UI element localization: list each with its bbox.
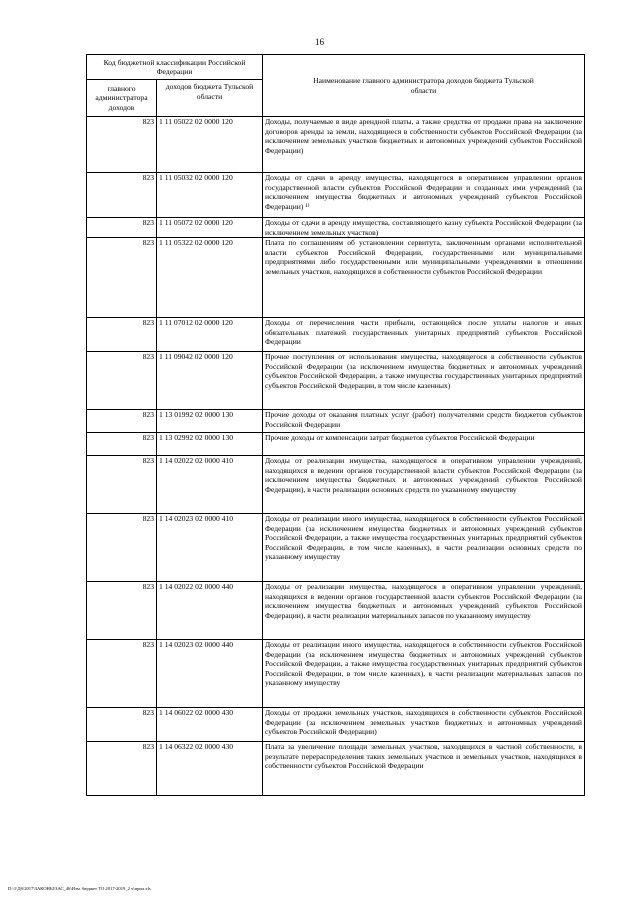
table-row	[87, 318, 585, 352]
header-name-col: Наименование главного администратора доходов бюджета Тульской области	[263, 55, 585, 117]
table-row	[87, 352, 585, 410]
table-row	[87, 218, 585, 238]
revenue-name-cell: Доходы от сдачи в аренду имущества, находящегося в оперативном управлении органов государственной власти субъектов Российской Федерации и созданных ими учреждений (за исключением имущества бюджетных и автономных учреждений субъектов Российской Федерации) ¹⁾	[263, 173, 585, 218]
admin-code-cell: 823	[87, 582, 157, 640]
budget-code-cell: 1 14 02023 02 0000 440	[157, 640, 263, 708]
admin-code-cell: 823	[87, 238, 157, 318]
revenue-name-cell: Доходы от реализации иного имущества, находящегося в собственности субъектов Российской Федерации (за исключением имущества бюджетных и автономных учреждений субъектов Российской Федерации, а также имущества государственных унитарных предприятий субъектов Российской Федерации, в том числе казенных), в части реализации материальных запасов по указанному имуществу	[263, 640, 585, 708]
budget-code-cell: 1 14 02022 02 0000 410	[157, 456, 263, 514]
revenue-name-cell: Плата за увеличение площади земельных участков, находящихся в частной собственности, в результате перераспределения таких земельных участков и земельных участков, находящихся в собственности субъектов Российской Федерации	[263, 742, 585, 796]
revenue-name-cell: Доходы от реализации имущества, находящегося в оперативном управлении учреждений, находящихся в ведении органов государственной власти субъектов Российской Федерации (за исключением имущества бюджетных и автономных учреждений субъектов Российской Федерации), в части реализации основных средств по указанному имуществу	[263, 456, 585, 514]
budget-code-cell: 1 14 02022 02 0000 440	[157, 582, 263, 640]
header-admin-col: главного администратора доходов	[87, 80, 157, 117]
table-row	[87, 433, 585, 456]
admin-code-cell: 823	[87, 318, 157, 352]
revenue-name-cell: Доходы от реализации имущества, находящегося в оперативном управлении учреждений, находящихся в ведении органов государственной власти субъектов Российской Федерации (за исключением имущества бюджетных и автономных учреждений субъектов Российской Федерации), в части реализации материальных запасов по указанному имуществу	[263, 582, 585, 640]
revenue-name-cell: Плата по соглашениям об установлении сервитута, заключенным органами исполнительной власти субъектов Российской Федерации, государственными или муниципальными предприятиями либо государственными или муниципальными учреждениями в отношении земельных участков, находящихся в собственности субъектов Российской Федерации	[263, 238, 585, 318]
admin-code-cell: 823	[87, 640, 157, 708]
admin-code-cell: 823	[87, 410, 157, 433]
header-code-group: Код бюджетной классификации Российской Федерации	[87, 55, 263, 80]
table-row	[87, 117, 585, 173]
table-row	[87, 238, 585, 318]
revenue-name-cell: Доходы, получаемые в виде арендной платы, а также средства от продажи права на заключение договоров аренды за земли, находящиеся в собственности субъектов Российской Федерации (за исключением земельных участков бюджетных и автономных учреждений субъектов Российской Федерации)	[263, 117, 585, 173]
budget-code-cell: 1 14 06022 02 0000 430	[157, 708, 263, 742]
file-path-footer: D:\1\Дб\2017\ЗАКОНЫ\ЗАС_46\Изм. бюджет ТО 2017-2019_2 ч\прил.xls	[8, 886, 151, 891]
revenue-name-cell: Доходы от реализации иного имущества, находящегося в собственности субъектов Российской Федерации (за исключением имущества бюджетных и автономных учреждений субъектов Российской Федерации, а также имущества государственных унитарных предприятий субъектов Российской Федерации, в том числе казенных), в части реализации основных средств по указанному имуществу	[263, 514, 585, 582]
table-row	[87, 582, 585, 640]
header-income-col: доходов бюджета Тульской области	[157, 80, 263, 117]
table-header	[87, 55, 585, 117]
budget-code-cell: 1 13 02992 02 0000 130	[157, 433, 263, 456]
revenue-name-cell: Доходы от сдачи в аренду имущества, составляющего казну субъекта Российской Федерации (за исключением земельных участков)	[263, 218, 585, 238]
admin-code-cell: 823	[87, 456, 157, 514]
budget-code-cell: 1 11 09042 02 0000 120	[157, 352, 263, 410]
table-row	[87, 456, 585, 514]
budget-code-cell: 1 11 05032 02 0000 120	[157, 173, 263, 218]
admin-code-cell: 823	[87, 218, 157, 238]
admin-code-cell: 823	[87, 708, 157, 742]
budget-code-cell: 1 13 01992 02 0000 130	[157, 410, 263, 433]
revenue-table	[86, 54, 585, 796]
table-body	[87, 117, 585, 796]
budget-code-cell: 1 11 05022 02 0000 120	[157, 117, 263, 173]
admin-code-cell: 823	[87, 173, 157, 218]
admin-code-cell: 823	[87, 514, 157, 582]
page-number: 16	[315, 37, 324, 47]
revenue-name-cell: Доходы от перечисления части прибыли, остающейся после уплаты налогов и иных обязательных платежей государственных унитарных предприятий субъектов Российской Федерации	[263, 318, 585, 352]
admin-code-cell: 823	[87, 433, 157, 456]
table-row	[87, 410, 585, 433]
revenue-name-cell: Доходы от продажи земельных участков, находящихся в собственности субъектов Российской Федерации (за исключением земельных участков бюджетных и автономных учреждений субъектов Российской Федерации)	[263, 708, 585, 742]
admin-code-cell: 823	[87, 352, 157, 410]
table-row	[87, 173, 585, 218]
budget-code-cell: 1 11 07012 02 0000 120	[157, 318, 263, 352]
table-row	[87, 708, 585, 742]
admin-code-cell: 823	[87, 742, 157, 796]
admin-code-cell: 823	[87, 117, 157, 173]
budget-code-cell: 1 11 05072 02 0000 120	[157, 218, 263, 238]
budget-code-cell: 1 11 05322 02 0000 120	[157, 238, 263, 318]
table-row	[87, 742, 585, 796]
revenue-name-cell: Прочие поступления от использования имущества, находящегося в собственности субъектов Российской Федерации (за исключением имущества бюджетных и автономных учреждений субъектов Российской Федерации, а также имущества государственных унитарных предприятий субъектов Российской Федерации, в том числе казенных)	[263, 352, 585, 410]
table-row	[87, 514, 585, 582]
budget-code-cell: 1 14 06322 02 0000 430	[157, 742, 263, 796]
revenue-name-cell: Прочие доходы от компенсации затрат бюджетов субъектов Российской Федерации	[263, 433, 585, 456]
table-row	[87, 640, 585, 708]
budget-code-cell: 1 14 02023 02 0000 410	[157, 514, 263, 582]
revenue-name-cell: Прочие доходы от оказания платных услуг (работ) получателями средств бюджетов субъектов Российской Федерации	[263, 410, 585, 433]
